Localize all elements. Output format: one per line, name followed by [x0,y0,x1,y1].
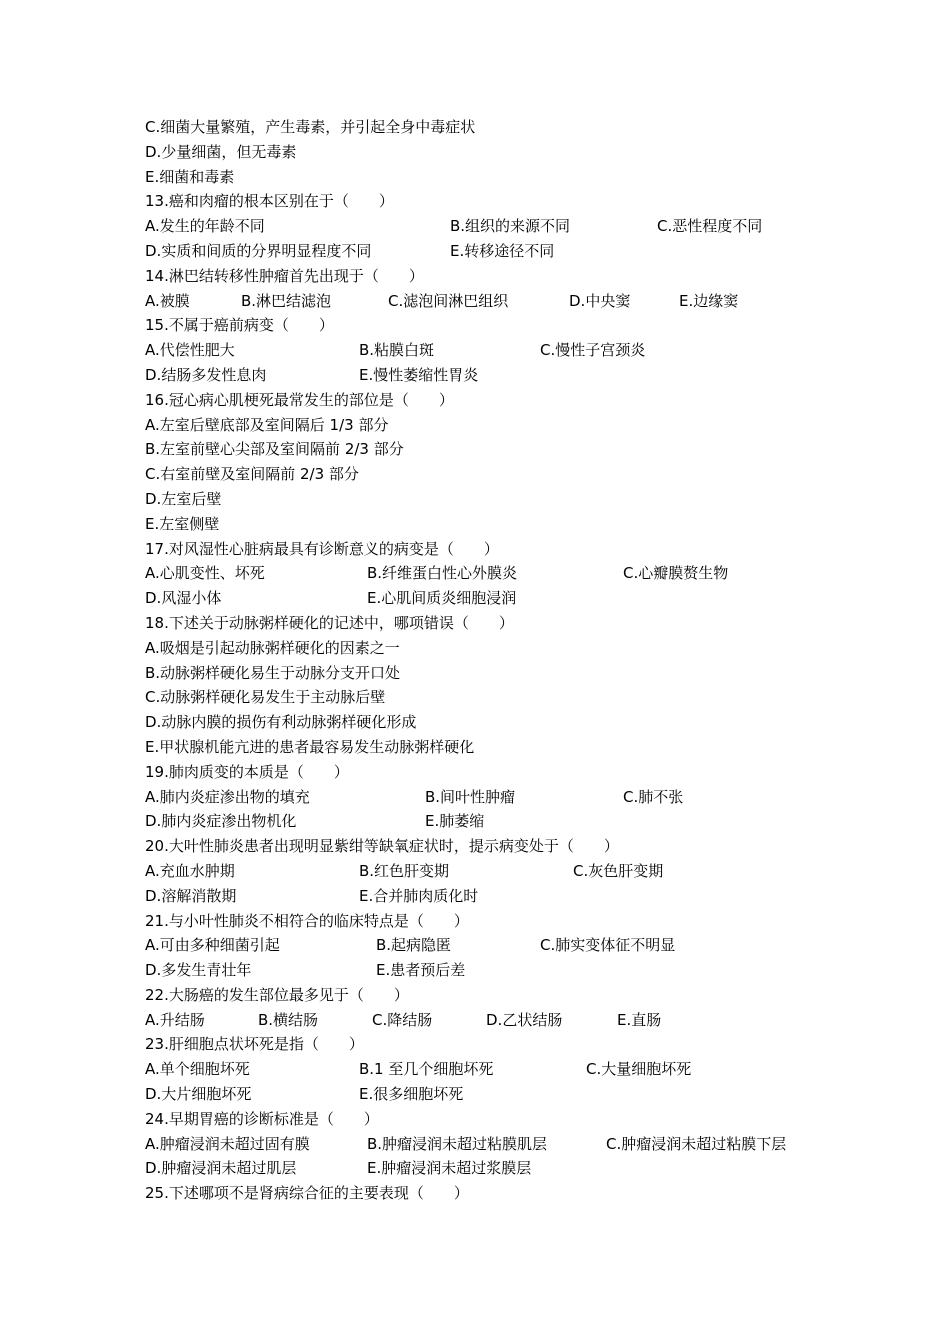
option-e: E.甲状腺机能亢进的患者最容易发生动脉粥样硬化 [145,737,475,756]
option-a: A.代偿性肥大 [145,341,235,360]
options-row [145,1082,845,1107]
option-a: A.可由多种细菌引起 [145,936,280,955]
option-d: D.多发生青壮年 [145,961,252,980]
option-e: E.合并肺肉质化时 [359,886,479,905]
options-row [145,884,845,909]
question-21: 21.与小叶性肺炎不相符合的临床特点是（ ） [145,911,469,930]
options-row [145,1057,845,1082]
text-line: C.细菌大量繁殖，产生毒素，并引起全身中毒症状 [145,118,476,136]
option-e: E.慢性萎缩性胃炎 [359,365,479,384]
question-18: 18.下述关于动脉粥样硬化的记述中，哪项错误（ ） [145,613,514,632]
question-16: 16.冠心病心肌梗死最常发生的部位是（ ） [145,390,454,409]
option-a: A.吸烟是引起动脉粥样硬化的因素之一 [145,638,400,657]
option-b: B.横结肠 [258,1010,319,1029]
option-a: A.肿瘤浸润未超过固有膜 [145,1134,310,1153]
option-a: A.发生的年龄不同 [145,217,265,236]
option-c: C.动脉粥样硬化易发生于主动脉后壁 [145,688,386,707]
option-b: B.粘膜白斑 [359,341,435,360]
option-d: D.中央窦 [569,291,631,310]
option-a: A.升结肠 [145,1010,205,1029]
option-c: C.心瓣膜赘生物 [623,564,729,583]
option-e: E.心肌间质炎细胞浸润 [367,589,517,608]
option-c: C.肺实变体征不明显 [540,936,676,955]
option-e: E.左室侧壁 [145,514,220,533]
option-a: A.肺内炎症渗出物的填充 [145,787,310,806]
options-row [145,1156,845,1181]
option-d: D.溶解消散期 [145,886,237,905]
option-b: B.动脉粥样硬化易生于动脉分支开口处 [145,663,401,682]
option-b: B.红色肝变期 [359,861,450,880]
option-a: A.单个细胞坏死 [145,1060,250,1079]
question-15: 15.不属于癌前病变（ ） [145,316,334,335]
option-e: E.直肠 [617,1010,662,1029]
option-e: E.很多细胞坏死 [359,1085,464,1104]
options-row [145,561,845,586]
option-c: C.大量细胞坏死 [586,1060,692,1079]
option-d: D.实质和间质的分界明显程度不同 [145,241,372,260]
option-c: C.肺不张 [623,787,684,806]
question-22: 22.大肠癌的发生部位最多见于（ ） [145,985,409,1004]
option-d: D.左室后壁 [145,489,222,508]
option-b: B.组织的来源不同 [450,217,571,236]
document-page [145,115,845,1206]
options-row [145,239,845,264]
options-row [145,958,845,983]
options-row [145,785,845,810]
option-e: E.肺萎缩 [425,812,485,831]
question-17: 17.对风湿性心脏病最具有诊断意义的病变是（ ） [145,539,499,558]
question-13: 13.癌和肉瘤的根本区别在于（ ） [145,192,394,211]
option-a: A.充血水肿期 [145,861,235,880]
option-e: E.转移途径不同 [450,241,555,260]
question-14: 14.淋巴结转移性肿瘤首先出现于（ ） [145,266,424,285]
text-line: E.细菌和毒素 [145,167,235,186]
options-row [145,933,845,958]
option-c: C.灰色肝变期 [573,861,664,880]
option-d: D.动脉内膜的损伤有利动脉粥样硬化形成 [145,713,417,732]
options-row [145,363,845,388]
option-e: E.肿瘤浸润未超过浆膜层 [367,1159,532,1178]
option-b: B.肿瘤浸润未超过粘膜肌层 [367,1134,548,1153]
option-c: C.肿瘤浸润未超过粘膜下层 [606,1134,787,1153]
option-b: B.1 至几个细胞坏死 [359,1060,494,1079]
option-c: C.恶性程度不同 [657,217,763,236]
option-b: B.纤维蛋白性心外膜炎 [367,564,518,583]
option-d: D.肺内炎症渗出物机化 [145,812,297,831]
options-row [145,214,845,239]
option-e: E.患者预后差 [376,961,466,980]
option-d: D.乙状结肠 [486,1010,563,1029]
option-d: D.风湿小体 [145,589,222,608]
question-25: 25.下述哪项不是肾病综合征的主要表现（ ） [145,1184,469,1203]
option-c: C.右室前壁及室间隔前 2/3 部分 [145,465,359,484]
option-c: C.慢性子宫颈炎 [540,341,646,360]
options-row [145,809,845,834]
question-24: 24.早期胃癌的诊断标准是（ ） [145,1109,379,1128]
question-23: 23.肝细胞点状坏死是指（ ） [145,1035,364,1054]
option-b: B.淋巴结滤泡 [241,291,332,310]
option-a: A.心肌变性、坏死 [145,564,265,583]
option-b: B.左室前壁心尖部及室间隔前 2/3 部分 [145,440,404,459]
option-d: D.大片细胞坏死 [145,1085,252,1104]
options-row [145,338,845,363]
options-row [145,586,845,611]
option-a: A.被膜 [145,291,190,310]
option-e: E.边缘窦 [679,291,739,310]
options-row [145,859,845,884]
option-a: A.左室后壁底部及室间隔后 1/3 部分 [145,415,389,434]
options-row [145,1132,845,1157]
options-row [145,1008,845,1033]
option-b: B.间叶性肿瘤 [425,787,516,806]
option-d: D.结肠多发性息肉 [145,365,267,384]
question-20: 20.大叶性肺炎患者出现明显紫绀等缺氧症状时，提示病变处于（ ） [145,837,619,856]
option-b: B.起病隐匿 [376,936,452,955]
option-c: C.降结肠 [372,1010,433,1029]
question-19: 19.肺肉质变的本质是（ ） [145,762,349,781]
text-line: D.少量细菌，但无毒素 [145,142,297,161]
options-row [145,289,845,314]
option-d: D.肿瘤浸润未超过肌层 [145,1159,297,1178]
option-c: C.滤泡间淋巴组织 [388,291,509,310]
